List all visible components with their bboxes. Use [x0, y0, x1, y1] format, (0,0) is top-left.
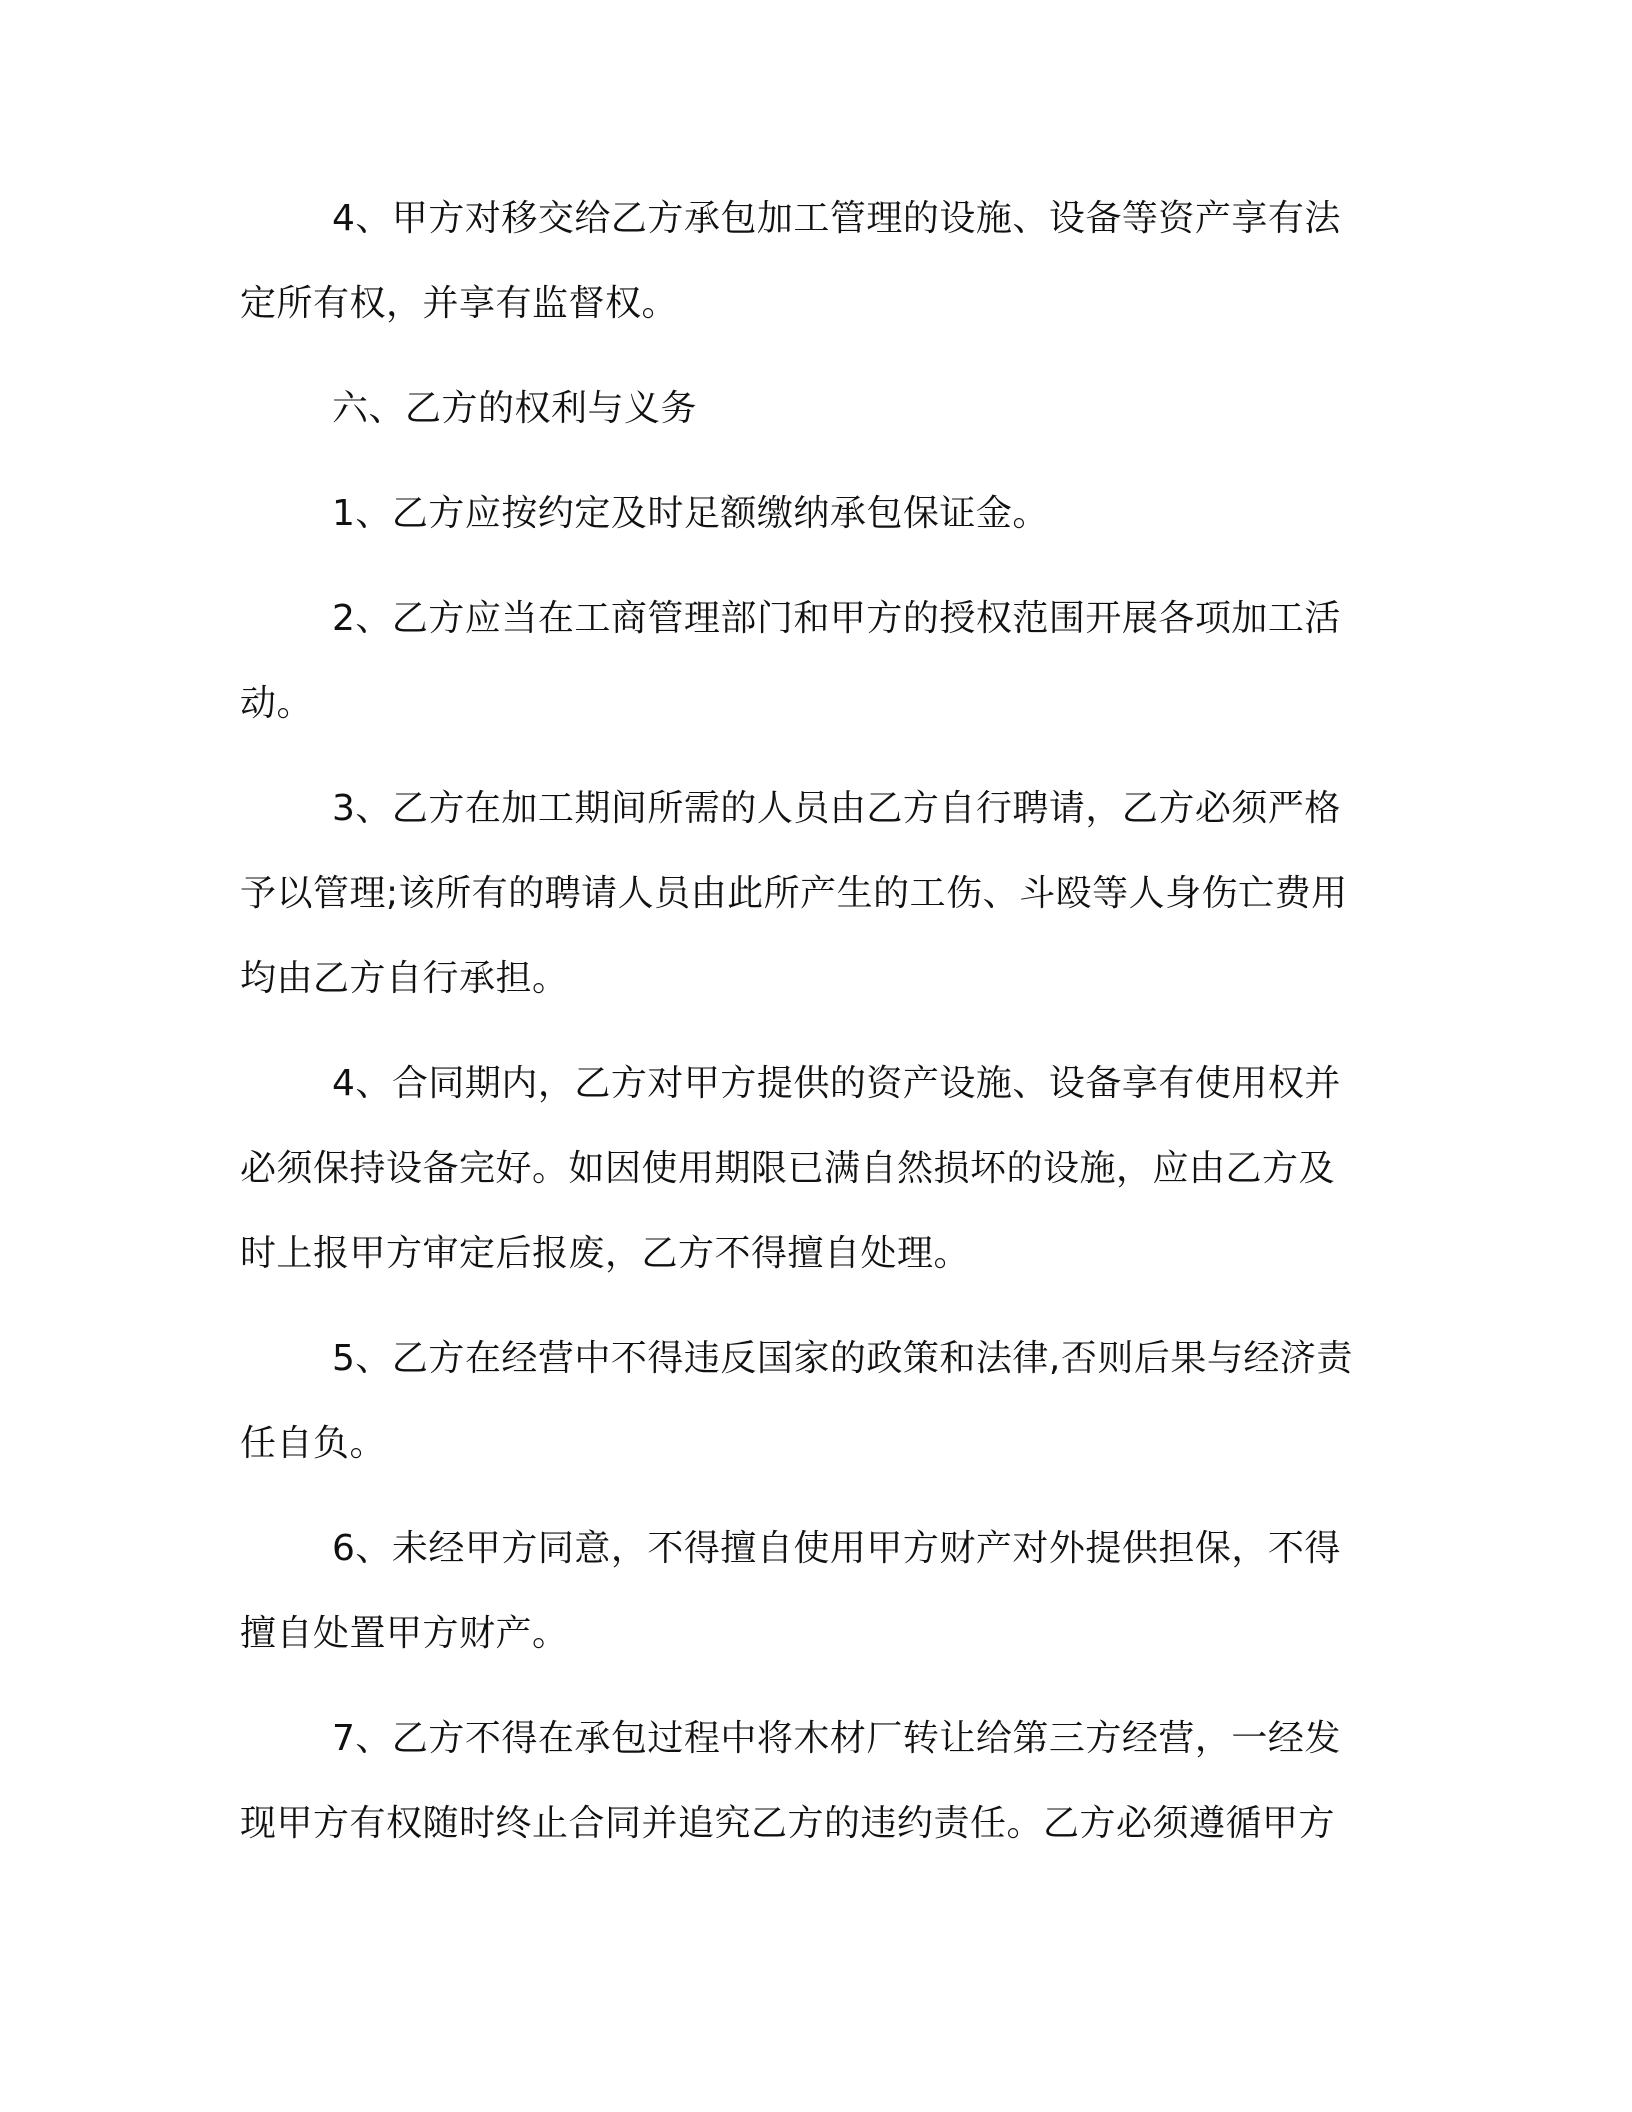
- clause-paragraph: 5、乙方在经营中不得违反国家的政策和法律,否则后果与经济责任自负。: [240, 1338, 1353, 1464]
- clause-paragraph: 3、乙方在加工期间所需的人员由乙方自行聘请，乙方必须严格予以管理;该所有的聘请人员由此所产生的工伤、斗殴等人身伤亡费用均由乙方自行承担。: [240, 788, 1348, 999]
- document-body: [240, 176, 1365, 1866]
- clause-paragraph: 6、未经甲方同意，不得擅自使用甲方财产对外提供担保，不得擅自处置甲方财产。: [240, 1528, 1341, 1654]
- clause-paragraph: 2、乙方应当在工商管理部门和甲方的授权范围开展各项加工活动。: [240, 598, 1341, 724]
- clause-paragraph: 4、合同期内，乙方对甲方提供的资产设施、设备享有使用权并必须保持设备完好。如因使用期限已满自然损坏的设施，应由乙方及时上报甲方审定后报废，乙方不得擅自处理。: [240, 1063, 1341, 1274]
- clause-paragraph: 4、甲方对移交给乙方承包加工管理的设施、设备等资产享有法定所有权，并享有监督权。: [240, 198, 1341, 324]
- clause-paragraph: 1、乙方应按约定及时足额缴纳承包保证金。: [332, 493, 1049, 534]
- clause-paragraph: 7、乙方不得在承包过程中将木材厂转让给第三方经营，一经发现甲方有权随时终止合同并追究乙方的违约责任。乙方必须遵循甲方: [240, 1718, 1341, 1844]
- section-heading: 六、乙方的权利与义务: [332, 388, 698, 429]
